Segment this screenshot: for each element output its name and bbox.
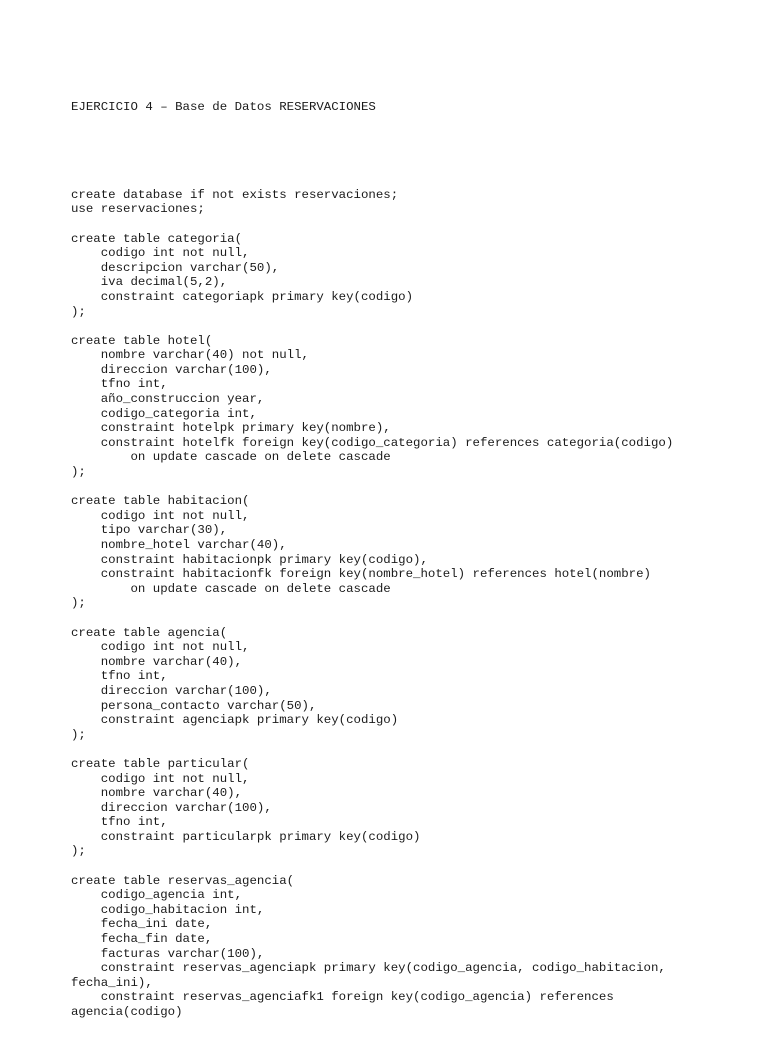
code-line: nombre varchar(40) not null,: [71, 348, 309, 363]
code-line: año_construccion year,: [71, 392, 265, 407]
code-line: create database if not exists reservaciones;: [71, 187, 399, 202]
code-line: );: [71, 844, 86, 859]
code-line: on update cascade on delete cascade: [71, 450, 391, 465]
blank-line: [71, 480, 711, 495]
code-line: create table particular(: [71, 756, 250, 771]
code-line: create table agencia(: [71, 625, 228, 640]
code-line: agencia(codigo): [71, 1005, 183, 1019]
code-line: fecha_fin date,: [71, 932, 213, 947]
code-line: codigo int not null,: [71, 246, 250, 261]
code-line: constraint agenciapk primary key(codigo): [71, 713, 399, 728]
code-line: constraint particularpk primary key(codigo): [71, 829, 421, 844]
code-lines: [71, 188, 711, 1020]
code-line: codigo_habitacion int,: [71, 902, 265, 917]
code-line: );: [71, 465, 86, 480]
code-line: constraint hotelfk foreign key(codigo_categoria) references categoria(codigo): [71, 435, 674, 450]
code-line: iva decimal(5,2),: [71, 275, 228, 290]
code-line: facturas varchar(100),: [71, 946, 265, 961]
blank-line: [71, 319, 711, 334]
code-line: );: [71, 727, 86, 742]
code-line: tfno int,: [71, 669, 168, 684]
code-line: create table hotel(: [71, 333, 213, 348]
blank-line: [71, 742, 711, 757]
code-line: codigo int not null,: [71, 771, 250, 786]
code-line: direccion varchar(100),: [71, 800, 272, 815]
code-line: descripcion varchar(50),: [71, 260, 280, 275]
code-line: constraint reservas_agenciafk1 foreign key(codigo_agencia) references: [71, 990, 614, 1005]
code-line: constraint habitacionpk primary key(codigo),: [71, 552, 428, 567]
code-line: constraint categoriapk primary key(codigo): [71, 289, 414, 304]
code-line: create table reservas_agencia(: [71, 873, 295, 888]
blank-line: [71, 859, 711, 874]
code-line: tipo varchar(30),: [71, 523, 228, 538]
blank-line: [71, 217, 711, 232]
code-line: fecha_ini),: [71, 975, 153, 990]
code-line: create table categoria(: [71, 231, 243, 246]
code-line: constraint habitacionfk foreign key(nombre_hotel) references hotel(nombre): [71, 567, 651, 582]
code-line: codigo int not null,: [71, 508, 250, 523]
code-line: );: [71, 596, 86, 611]
code-line: codigo_agencia int,: [71, 888, 243, 903]
code-line: constraint reservas_agenciapk primary key(codigo_agencia, codigo_habitacion,: [71, 961, 666, 976]
code-line: );: [71, 304, 86, 319]
code-line: use reservaciones;: [71, 202, 205, 217]
code-line: persona_contacto varchar(50),: [71, 698, 317, 713]
code-line: tfno int,: [71, 815, 168, 830]
code-line: create table habitacion(: [71, 494, 250, 509]
code-line: codigo_categoria int,: [71, 406, 257, 421]
code-line: codigo int not null,: [71, 640, 250, 655]
code-line: constraint hotelpk primary key(nombre),: [71, 421, 391, 436]
code-line: direccion varchar(100),: [71, 683, 272, 698]
code-line: nombre varchar(40),: [71, 786, 243, 801]
blank-line: [71, 611, 711, 626]
document-title: EJERCICIO 4 – Base de Datos RESERVACIONES: [71, 100, 376, 115]
code-line: fecha_ini date,: [71, 917, 213, 932]
code-line: nombre_hotel varchar(40),: [71, 538, 287, 552]
code-line: nombre varchar(40),: [71, 654, 243, 669]
blank-line: [71, 144, 711, 159]
code-line: tfno int,: [71, 377, 168, 392]
code-line: on update cascade on delete cascade: [71, 581, 391, 596]
sql-code-block: [71, 71, 711, 1049]
code-line: direccion varchar(100),: [71, 362, 272, 377]
